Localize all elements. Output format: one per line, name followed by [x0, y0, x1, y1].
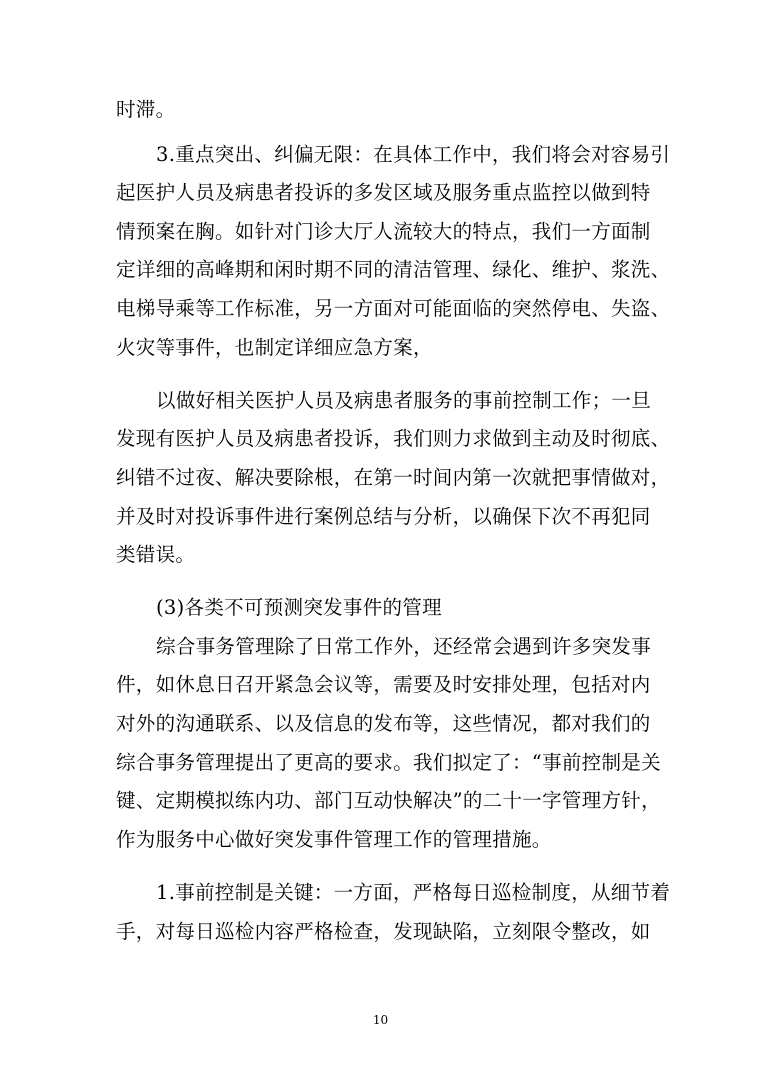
text-line: 对外的沟通联系、以及信息的发布等，这些情况，都对我们的	[116, 712, 651, 735]
text-line: 情预案在胸。如针对门诊大厅人流较大的特点，我们一方面制	[116, 220, 651, 243]
page-number: 10	[372, 1013, 389, 1027]
text-line: 作为服务中心做好突发事件管理工作的管理措施。	[116, 828, 552, 851]
text-line: 定详细的高峰期和闲时期不同的清洁管理、绿化、维护、浆洗、	[116, 258, 671, 281]
text-line: 发现有医护人员及病患者投诉，我们则力求做到主动及时彻底、	[116, 427, 671, 450]
text-line: 综合事务管理提出了更高的要求。我们拟定了：“事前控制是关	[116, 751, 661, 774]
text-line: 起医护人员及病患者投诉的多发区域及服务重点监控以做到特	[116, 181, 651, 204]
text-line: 电梯导乘等工作标准，另一方面对可能面临的突然停电、失盗、	[116, 297, 671, 320]
text-line: 1.事前控制是关键：一方面，严格每日巡检制度，从细节着	[156, 881, 671, 904]
text-line: 类错误。	[116, 543, 196, 566]
text-line: 3.重点突出、纠偏无限：在具体工作中，我们将会对容易引	[156, 143, 671, 166]
section-heading: (3)各类不可预测突发事件的管理	[156, 596, 442, 619]
text-line: 并及时对投诉事件进行案例总结与分析，以确保下次不再犯同	[116, 505, 651, 528]
text-line: 键、定期模拟练内功、部门互动快解决”的二十一字管理方针，	[116, 789, 661, 812]
text-line: 以做好相关医护人员及病患者服务的事前控制工作；一旦	[156, 389, 652, 412]
text-line: 时滞。	[116, 98, 176, 121]
text-line: 件，如休息日召开紧急会议等，需要及时安排处理，包括对内	[116, 673, 651, 696]
text-line: 手，对每日巡检内容严格检查，发现缺陷，立刻限令整改，如	[116, 920, 651, 943]
text-line: 纠错不过夜、解决要除根，在第一时间内第一次就把事情做对，	[116, 466, 671, 489]
text-line: 火灾等事件，也制定详细应急方案，	[116, 336, 433, 359]
text-line: 综合事务管理除了日常工作外，还经常会遇到许多突发事	[156, 635, 652, 658]
